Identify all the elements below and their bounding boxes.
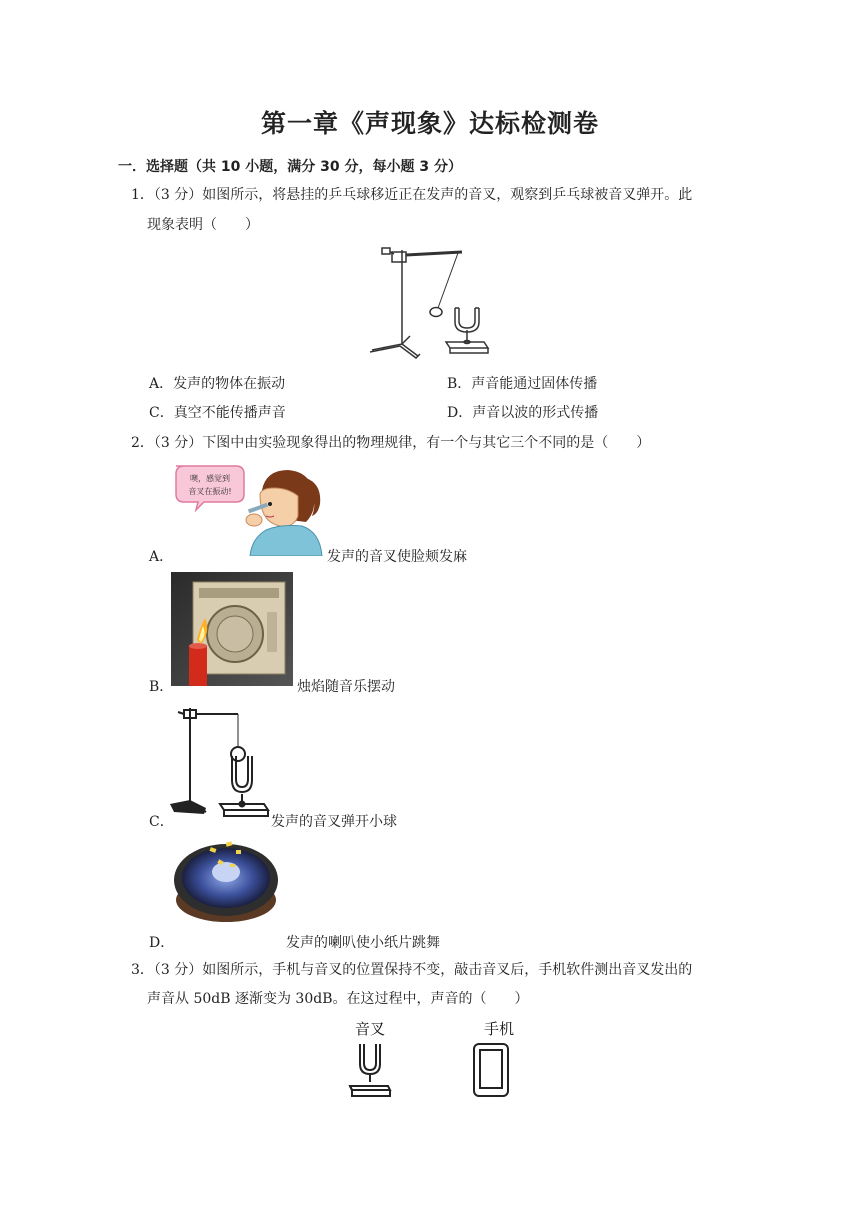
- q2-a-bubble-line2: 音叉在振动!: [188, 487, 232, 496]
- q1-option-c[interactable]: C．真空不能传播声音: [149, 405, 286, 421]
- q1-option-a[interactable]: A．发声的物体在振动: [149, 376, 286, 392]
- q1-option-d[interactable]: D．声音以波的形式传播: [447, 405, 599, 421]
- q1-tuning-fork-figure: [366, 240, 496, 362]
- q1-stem-line2: 现象表明（ ）: [147, 217, 259, 233]
- q1-stem-line1: 1．（3 分）如图所示，将悬挂的乒乓球移近正在发声的音叉，观察到乒乓球被音叉弹开。此: [131, 187, 693, 203]
- q1-option-b[interactable]: B．声音能通过固体传播: [447, 376, 598, 392]
- q3-fork-phone-figure: [340, 1016, 526, 1100]
- q2-option-b-label[interactable]: B．: [149, 679, 174, 695]
- q2-a-bubble-line1: 噢，感觉到: [190, 474, 230, 483]
- q2-option-d-label[interactable]: D．: [149, 935, 175, 951]
- q3-stem-line1: 3．（3 分）如图所示，手机与音叉的位置保持不变，敲击音叉后，手机软件测出音叉发出的: [131, 962, 693, 978]
- q2-option-d-text[interactable]: 发声的喇叭使小纸片跳舞: [286, 935, 440, 951]
- page-title: 第一章《声现象》达标检测卷: [260, 109, 599, 138]
- q2-stem: 2．（3 分）下图中由实验现象得出的物理规律，有一个与其它三个不同的是（ ）: [131, 435, 651, 451]
- q2-option-c-text[interactable]: 发声的音叉弹开小球: [271, 814, 397, 830]
- q3-phone-label: 手机: [483, 1020, 515, 1038]
- q2-b-candle-speaker-figure: [171, 572, 293, 686]
- q2-d-speaker-figure: [170, 836, 280, 926]
- q2-option-c-label[interactable]: C．: [149, 814, 174, 830]
- q3-fork-label: 音叉: [354, 1020, 386, 1038]
- q2-a-girl-figure: [170, 460, 325, 556]
- q2-c-tuning-fork-figure: [170, 700, 270, 822]
- q3-stem-line2: 声音从 50dB 逐渐变为 30dB。在这过程中，声音的（ ）: [147, 991, 529, 1007]
- q2-option-a-label[interactable]: A．: [149, 549, 174, 565]
- q2-option-b-text[interactable]: 烛焰随音乐摆动: [297, 679, 395, 695]
- q2-option-a-text[interactable]: 发声的音叉使脸颊发麻: [327, 549, 467, 565]
- section-heading: 一．选择题（共 10 小题，满分 30 分，每小题 3 分）: [118, 159, 462, 175]
